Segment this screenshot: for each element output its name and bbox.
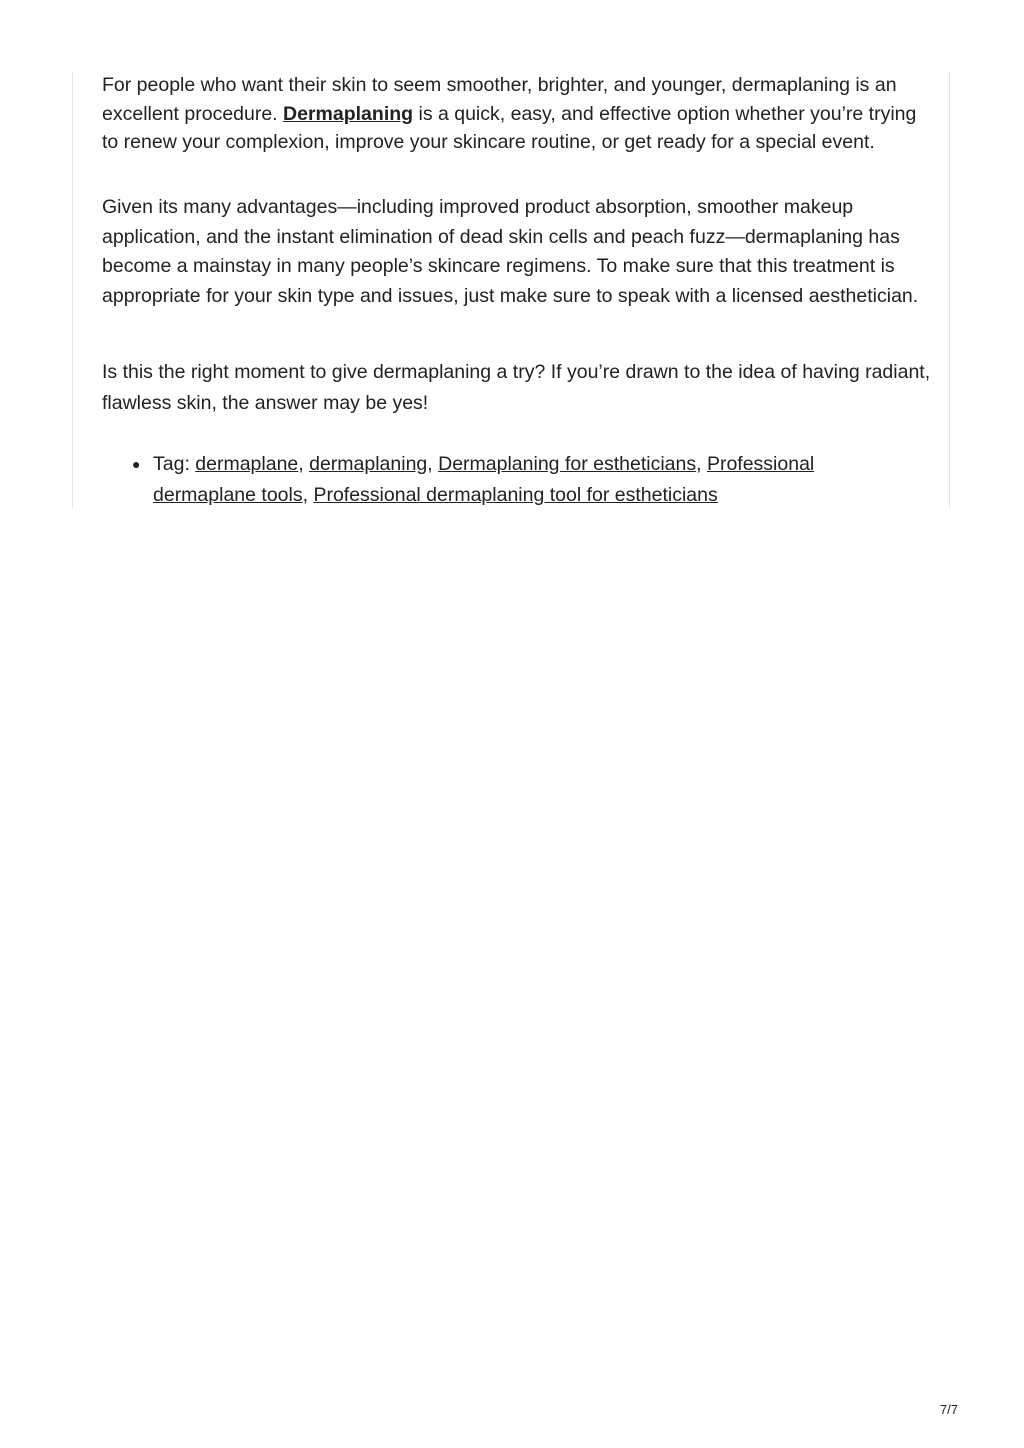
tag-link-professional-dermaplane-tools[interactable]: Professional dermaplane tools [153, 453, 815, 506]
bullet-icon: ● [132, 456, 141, 472]
page-number: 7/7 [939, 1402, 958, 1417]
intro-text-after: is a quick, easy, and effective option whether you’re trying to renew your complexion, improve your skincare routine, or get ready for a special event. [102, 102, 917, 153]
intro-paragraph [102, 71, 932, 157]
tag-link-professional-dermaplaning-tool[interactable]: Professional dermaplaning tool for estheticians [313, 484, 718, 506]
advantages-paragraph: Given its many advantages—including improved product absorption, smoother makeup application, and the instant elimination of dead skin cells and peach fuzz—dermaplaning has become a mainstay in many people’s skincare regimens. To make sure that this treatment is appropriate for your skin type and issues, just make sure to speak with a licensed aesthetician. [102, 196, 919, 307]
tag-list [132, 449, 913, 511]
tag-list-item: ● Tag: dermaplane, dermaplaning, Dermaplaning for estheticians, Professional dermaplane tools, Professional dermaplaning tool for estheticians [153, 449, 913, 511]
tag-link-dermaplane[interactable]: dermaplane [195, 453, 299, 475]
tag-link-dermaplaning[interactable]: dermaplaning [309, 453, 428, 475]
article-content [72, 72, 950, 509]
tag-label: Tag: [153, 453, 190, 475]
tag-link-dermaplaning-for-estheticians[interactable]: Dermaplaning for estheticians [438, 453, 697, 475]
closing-paragraph: Is this the right moment to give dermaplaning a try? If you’re drawn to the idea of having radiant, flawless skin, the answer may be yes! [102, 361, 931, 414]
intro-text-before: For people who want their skin to seem smoother, brighter, and younger, dermaplaning is an excellent procedure. [102, 74, 897, 125]
dermaplaning-link[interactable]: Dermaplaning [283, 102, 414, 125]
